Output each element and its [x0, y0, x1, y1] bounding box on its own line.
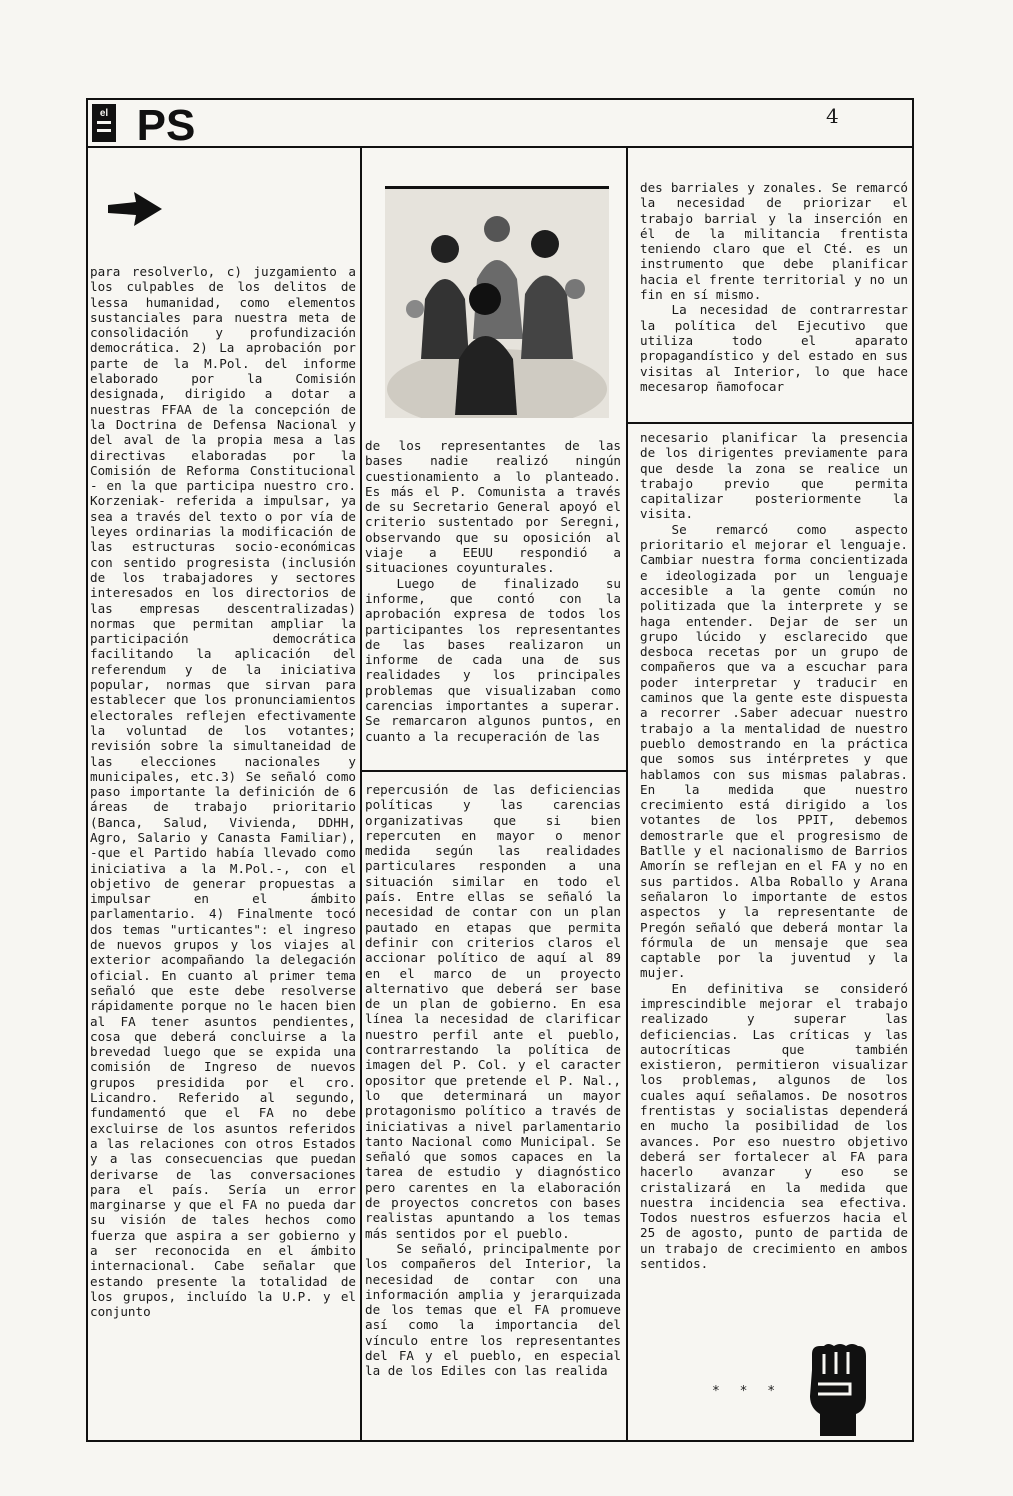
column-rule-mid: [362, 770, 626, 772]
column-rule-right: [628, 422, 912, 424]
column-2-paragraph-4: Se señaló, principalmente por los compañeros del Interior, la necesidad de contar con una información amplia y jerarquizada de los temas que el FA promueve así como la importancia del vínculo entre los representantes del FA y el pueblo, en especial la de los Ediles con las realida: [365, 1240, 621, 1379]
column-2-lower: [365, 782, 621, 1379]
ps-logo: [90, 102, 210, 144]
column-2-paragraph-2: Luego de finalizado su informe, que contó con la aprobación expresa de todos los participantes los representantes de las bases realizaron un informe de cada una de sus realidades y los principales problemas que visualizaban como carencias importantes a superar. Se remarcaron algunos puntos, en cuanto a la recuperación de las: [365, 575, 621, 744]
column-3-paragraph-4: Se remarcó como aspecto prioritario el mejorar el lenguaje. Cambiar nuestra forma concientizada e ideologizada por un lenguaje accesible a la gente común no politizada que la interprete y se haga entender. Dejar de ser un grupo lúcido y esclarecido que desboca recetas por un grupo de compañeros que va a escuchar para poder interpretar y traducir en caminos que la gente este dispuesta a recorrer .Saber adecuar nuestro trabajo a la mentalidad de nuestro pueblo demostrando en la práctica que somos sus intérpretes y que hablamos con sus mismas palabras. En la medida que nuestro crecimiento está dirigido a los votantes de los PPIT, debemos demostrarle que el progresismo de Batlle y el nacionalismo de Barrios Amorín se reflejan en el FA y no en sus partidos. Alba Roballo y Arana señalaron lo importante de estos aspectos y la representante de Pregón señaló que deberá montar la fórmula de un mensaje que sea captable por la juventud y la mujer.: [640, 521, 908, 981]
column-3-lower: [640, 430, 908, 1271]
column-2-paragraph-3: repercusión de las deficiencias políticas y las carencias organizativas que si bien repercuten en mayor o menor medida según las realidades particulares responden a una situación similar en todo el país. Entre ellas se señaló la necesidad de contar con un plan pautado en etapas que permita definir con criterios claros el accionar político de aquí al 89 en el marco de un proyecto alternativo que deberá ser base de un plan de gobierno. En esa línea la necesidad de clarificar nuestro perfil ante el pueblo, contrarrestando la política de imagen del P. Col. y el caracter opositor que pretende el P. Nal., lo que determinará un mayor protagonismo político a través de iniciativas a nivel parlamentario tanto Nacional como Municipal. Se señaló que somos capaces en la tarea de estudio y diagnóstico pero carentes en la elaboración de proyectos concretos con bases realistas apuntando a los temas más sentidos por el pueblo.: [365, 782, 621, 1241]
column-2: [365, 438, 621, 744]
column-3-paragraph-3: necesario planificar la presencia de los dirigentes previamente para que desde la zona se realice un trabajo previo que permita capitalizar posteriormente la visita.: [640, 430, 908, 522]
group-photo: [385, 186, 609, 418]
column-1-text: para resolverlo, c) juzgamiento a los culpables de los delitos de lessa humanidad, como elementos sustanciales para nuestra meta de consolidación y profundización democrática. 2) La aprobación por parte de la M.Pol. del informe elaborado por la Comisión designada, dirigido a dotar a nuestras FFAA de la concepción de la Doctrina de Defensa Nacional y del aval de la propia mesa a las directivas elaboradas por la Comisión de Reforma Constitucional - en la que participa nuestro cro. Korzeniak- referida a impulsar, ya sea a través del texto o por vía de leyes ordinarias la modificación de las estructuras socio-económicas con sentido progresista (inclusión de los trabajadores y sectores interesados en los directorios de las empresas descentralizadas) normas que permitan ampliar la participación democrática facilitando la aplicación del referendum y de la iniciativa popular, normas que sirvan para establecer que los pronunciamientos electorales reflejen efectivamente la voluntad de los votantes; revisión sobre la simultaneidad de las elecciones nacionales y municipales, etc.3) Se señaló como paso importante la definición de 6 áreas de trabajo prioritario (Banca, Salud, Vivienda, DDHH, Agro, Salario y Canasta Familiar), -que el Partido había llevado como iniciativa a la M.Pol.-, con el objetivo de generar propuestas a impulsar en el ámbito parlamentario. 4) Finalmente tocó dos temas "urticantes": el ingreso de nuevos grupos y los viajes al exterior acompañando la delegación oficial. En cuanto al primer tema señaló que este debe resolverse rápidamente porque no le hacen bien al FA tener asuntos pendientes, cosa que deberá concluirse a la brevedad luego que se expida una comisión de Ingreso de nuevos grupos presidida por el cro. Licandro. Referido al segundo, fundamentó que el FA no debe excluirse de los asuntos referidos a las relaciones con otros Estados y a las consecuencias que puedan derivarse de las conversaciones para el país. Sería un error marginarse y que el FA no pueda dar su visión de tales hechos como fuerza que aspira a ser gobierno y a ser reconocida en el ámbito internacional. Cabe señalar que estando presente la totalidad de los grupos, incluído la U.P. y el conjunto: [90, 264, 356, 1320]
closing-stars: * * *: [712, 1384, 782, 1399]
column-divider-left: [360, 148, 362, 1442]
column-3-paragraph-1: des barriales y zonales. Se remarcó la necesidad de priorizar el trabajo barrial y la inserción en él de la militancia frentista teniendo claro que el Cté. es un instrumento que debe planificar hacia el frente territorial y no un fin en sí mismo.: [640, 180, 908, 303]
column-3-paragraph-2: La necesidad de contrarrestar la política del Ejecutivo que utiliza todo el aparato propagandístico y del estado en sus visitas al Interior, lo que hace mecesarop ñamofocar: [640, 302, 908, 394]
page-number: 4: [826, 104, 839, 128]
arrow-right-icon: [106, 190, 164, 228]
column-3: [640, 180, 908, 394]
column-1: [90, 264, 356, 1319]
raised-fist-icon: [802, 1340, 874, 1440]
column-2-paragraph-1: de los representantes de las bases nadie realizó ningún cuestionamiento a lo planteado. Es más el P. Comunista a través de su Secretario General apoyó el criterio sustentado por Seregni, observando que su oposición al viaje a EEUU respondió a situaciones coyunturales.: [365, 438, 621, 576]
column-3-paragraph-5: En definitiva se consideró imprescindible mejorar el trabajo realizado y superar las deficiencias. Las críticas y las autocríticas que también existieron, permitieron visualizar los problemas, algunos de los cuales aquí señalamos. De nosotros frentistas y socialistas dependerá en mucho la posibilidad de los avances. Por eso nuestro objetivo deberá ser fortalecer al FA para hacerlo avanzar y eso se cristalizará en la medida que nuestra incidencia sea efectiva. Todos nuestros esfuerzos hacia el 25 de agosto, punto de partida de un trabajo de crecimiento en ambos sentidos.: [640, 980, 908, 1272]
photo-people-image: [385, 189, 609, 418]
column-divider-right: [626, 148, 628, 1442]
logo-small-text: el: [99, 108, 109, 119]
logo-main-text: PS: [136, 102, 196, 144]
header-bar: [86, 98, 914, 148]
